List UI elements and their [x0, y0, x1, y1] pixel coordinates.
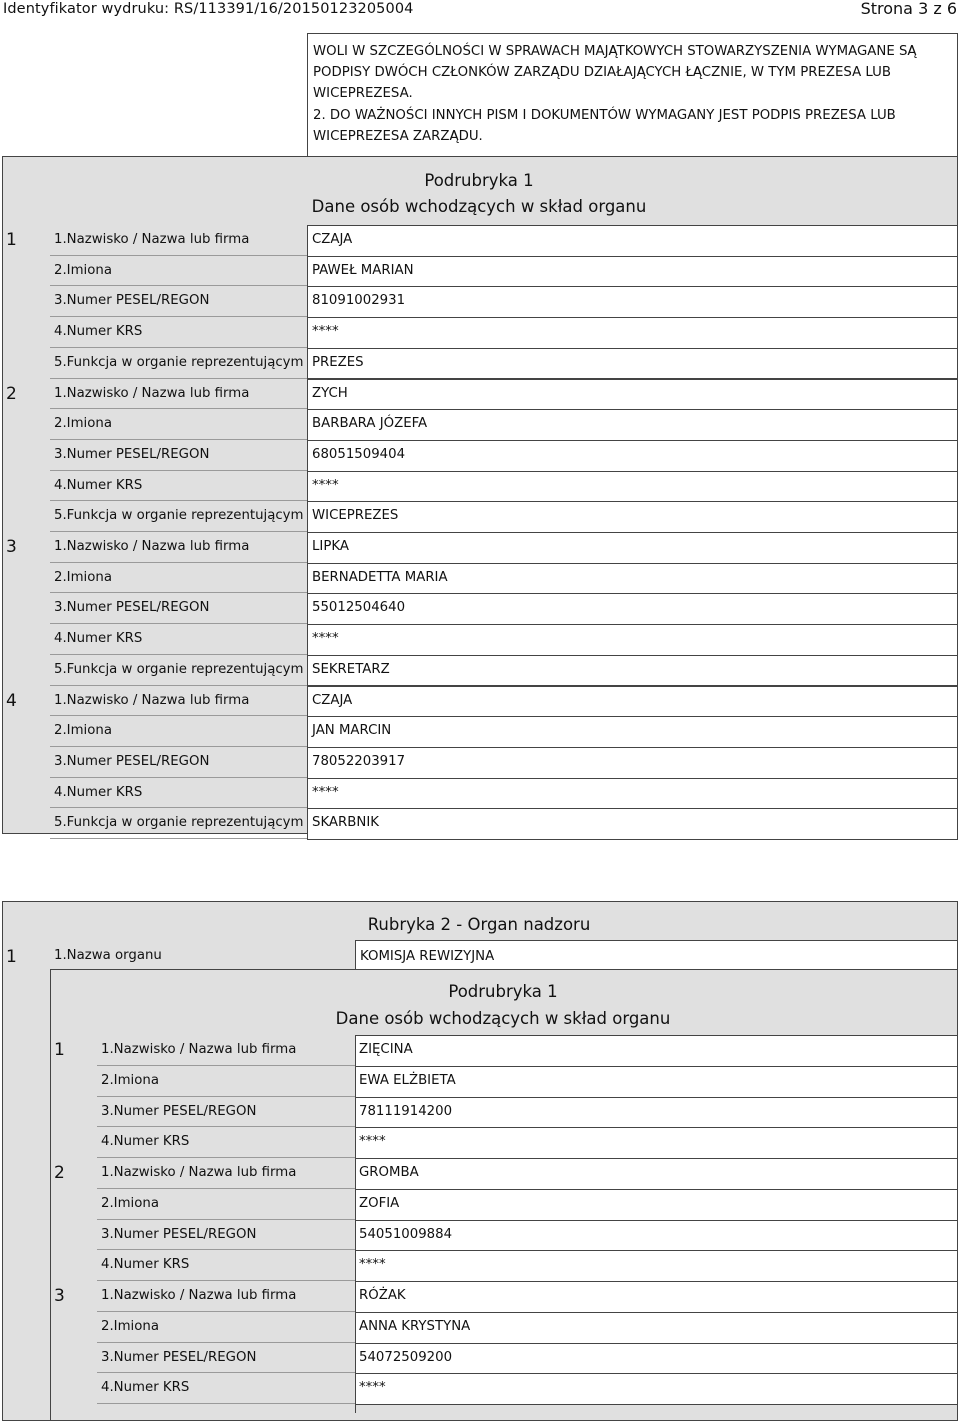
- row-separator: [50, 316, 307, 317]
- member-number: 3: [6, 537, 17, 557]
- field-value-names: JAN MARCIN: [312, 723, 392, 739]
- field-value-surname: ZIĘCINA: [359, 1042, 413, 1057]
- row-separator: [50, 592, 307, 593]
- field-value-cell-krs: [355, 1127, 958, 1159]
- field-value-pesel: 81091002931: [312, 293, 406, 309]
- field-value-cell-krs: [355, 1250, 958, 1282]
- row-separator: [97, 1065, 355, 1066]
- organ-name: KOMISJA REWIZYJNA: [360, 949, 495, 964]
- field-label-surname: 1.Nazwisko / Nazwa lub firma: [54, 692, 250, 708]
- field-label-names: 2.Imiona: [54, 569, 112, 585]
- organ-number: 1: [6, 947, 17, 967]
- field-label-surname: 1.Nazwisko / Nazwa lub firma: [101, 1042, 297, 1057]
- note-line: WOLI W SZCZEGÓLNOŚCI W SPRAWACH MAJĄTKOWYCH STOWARZYSZENIA WYMAGANE SĄ: [313, 44, 917, 59]
- field-label-names: 2.Imiona: [101, 1318, 159, 1334]
- row-separator: [50, 470, 307, 471]
- row-separator: [97, 1157, 355, 1158]
- field-value-cell-surname: [307, 225, 958, 257]
- field-label-krs: 4.Numer KRS: [101, 1257, 190, 1273]
- supervision-title: Rubryka 2 - Organ nadzoru: [367, 915, 591, 934]
- field-label-krs: 4.Numer KRS: [54, 631, 143, 647]
- row-separator: [50, 623, 307, 624]
- field-label-krs: 4.Numer KRS: [101, 1380, 190, 1396]
- field-value-krs: ****: [359, 1380, 386, 1396]
- page-number: Strona 3 z 6: [860, 0, 957, 18]
- field-value-krs: ****: [359, 1134, 386, 1150]
- field-label-pesel: 3.Numer PESEL/REGON: [54, 293, 210, 309]
- field-value-pesel: 55012504640: [312, 600, 406, 616]
- row-separator: [50, 654, 307, 655]
- field-value-names: EWA ELŻBIETA: [359, 1072, 456, 1088]
- row-separator: [50, 562, 307, 563]
- field-label-names: 2.Imiona: [54, 723, 112, 739]
- field-label-names: 2.Imiona: [54, 262, 112, 278]
- field-label-pesel: 3.Numer PESEL/REGON: [101, 1226, 257, 1242]
- field-value-cell-krs: [307, 471, 958, 503]
- field-value-function: SEKRETARZ: [312, 661, 390, 677]
- field-value-krs: ****: [359, 1257, 386, 1273]
- field-value-cell-function: [307, 808, 958, 840]
- field-value-names: BERNADETTA MARIA: [312, 569, 448, 585]
- row-separator: [50, 408, 307, 409]
- field-label-krs: 4.Numer KRS: [101, 1134, 190, 1150]
- field-label-surname: 1.Nazwisko / Nazwa lub firma: [101, 1288, 297, 1303]
- field-label-pesel: 3.Numer PESEL/REGON: [54, 446, 210, 462]
- row-separator: [97, 1249, 355, 1250]
- print-identifier: Identyfikator wydruku: RS/113391/16/20150123205004: [3, 1, 414, 17]
- field-value-krs: ****: [312, 324, 339, 340]
- field-label-krs: 4.Numer KRS: [54, 477, 143, 493]
- organ-name-value: [355, 940, 958, 970]
- field-label-surname: 1.Nazwisko / Nazwa lub firma: [54, 539, 250, 554]
- row-separator: [97, 1403, 355, 1404]
- field-value-cell-function: [307, 348, 958, 380]
- field-label-names: 2.Imiona: [54, 416, 112, 432]
- field-label-surname: 1.Nazwisko / Nazwa lub firma: [101, 1165, 297, 1180]
- field-value-cell-surname: [307, 379, 958, 411]
- field-value-names: ZOFIA: [359, 1195, 400, 1211]
- field-label-krs: 4.Numer KRS: [54, 784, 143, 800]
- row-separator: [50, 838, 307, 839]
- field-value-cell-surname: [307, 532, 958, 564]
- row-separator: [97, 1126, 355, 1127]
- field-label-names: 2.Imiona: [101, 1072, 159, 1088]
- supervision-subheading-sub: Dane osób wchodzących w skład organu: [335, 1009, 671, 1028]
- note-line: WICEPREZESA.: [313, 86, 413, 101]
- field-value-pesel: 54072509200: [359, 1349, 453, 1365]
- row-separator: [50, 439, 307, 440]
- member-number: 3: [54, 1286, 65, 1306]
- member-number: 1: [6, 230, 17, 250]
- field-value-names: BARBARA JÓZEFA: [312, 416, 428, 432]
- field-value-cell-function: [307, 655, 958, 687]
- note-line: WICEPREZESA ZARZĄDU.: [313, 129, 483, 144]
- field-value-function: SKARBNIK: [312, 815, 379, 831]
- field-label-pesel: 3.Numer PESEL/REGON: [101, 1349, 257, 1365]
- row-separator: [50, 807, 307, 808]
- field-value-names: PAWEŁ MARIAN: [312, 262, 414, 278]
- field-label-function: 5.Funkcja w organie reprezentującym: [54, 661, 304, 677]
- field-label-function: 5.Funkcja w organie reprezentującym: [54, 815, 304, 831]
- field-value-cell-function: [307, 501, 958, 533]
- row-separator: [97, 1219, 355, 1220]
- member-number: 2: [6, 383, 17, 404]
- field-value-cell-surname: [355, 1158, 958, 1190]
- field-label-krs: 4.Numer KRS: [54, 324, 143, 340]
- field-label-names: 2.Imiona: [101, 1195, 159, 1211]
- field-value-krs: ****: [312, 784, 339, 800]
- member-number: 4: [6, 690, 17, 711]
- row-separator: [50, 500, 307, 501]
- field-value-surname: GROMBA: [359, 1165, 419, 1180]
- field-label-pesel: 3.Numer PESEL/REGON: [101, 1103, 257, 1119]
- field-value-pesel: 78111914200: [359, 1103, 453, 1119]
- field-label-function: 5.Funkcja w organie reprezentującym: [54, 508, 304, 524]
- note-line: 2. DO WAŻNOŚCI INNYCH PISM I DOKUMENTÓW WYMAGANY JEST PODPIS PREZESA LUB: [313, 108, 896, 123]
- row-separator: [50, 378, 307, 379]
- field-value-surname: CZAJA: [312, 692, 353, 708]
- board-subheading-sub: Dane osób wchodzących w skład organu: [311, 197, 647, 216]
- field-value-krs: ****: [312, 631, 339, 647]
- row-separator: [97, 1311, 355, 1312]
- field-label-pesel: 3.Numer PESEL/REGON: [54, 753, 210, 769]
- field-value-cell-krs: [307, 624, 958, 656]
- field-value-surname: CZAJA: [312, 232, 353, 247]
- field-value-cell-krs: [307, 778, 958, 810]
- field-value-cell-surname: [307, 686, 958, 718]
- row-separator: [50, 531, 307, 532]
- row-separator: [97, 1342, 355, 1343]
- field-value-cell-names: [355, 1189, 958, 1221]
- row-separator: [50, 285, 307, 286]
- field-label-function: 5.Funkcja w organie reprezentującym: [54, 354, 304, 370]
- row-separator: [97, 1280, 355, 1281]
- field-value-surname: ZYCH: [312, 385, 348, 401]
- row-separator: [50, 685, 307, 686]
- field-value-cell-names: [307, 716, 958, 748]
- note-line: PODPISY DWÓCH CZŁONKÓW ZARZĄDU DZIAŁAJĄCYCH ŁĄCZNIE, W TYM PREZESA LUB: [313, 65, 891, 80]
- field-label-surname: 1.Nazwisko / Nazwa lub firma: [54, 385, 250, 401]
- field-value-names: ANNA KRYSTYNA: [359, 1318, 471, 1334]
- field-value-pesel: 78052203917: [312, 753, 406, 769]
- row-separator: [50, 746, 307, 747]
- row-separator: [50, 777, 307, 778]
- row-separator: [97, 1096, 355, 1097]
- field-label-pesel: 3.Numer PESEL/REGON: [54, 600, 210, 616]
- organ-name-label: 1.Nazwa organu: [54, 948, 162, 963]
- field-value-pesel: 68051509404: [312, 446, 406, 462]
- row-separator: [50, 255, 307, 256]
- supervision-subheading: Podrubryka 1: [448, 982, 558, 1001]
- field-label-surname: 1.Nazwisko / Nazwa lub firma: [54, 232, 250, 247]
- board-subheading: Podrubryka 1: [424, 171, 534, 190]
- member-number: 2: [54, 1163, 65, 1183]
- field-value-krs: ****: [312, 477, 339, 493]
- row-separator: [97, 1188, 355, 1189]
- member-number: 1: [54, 1040, 65, 1060]
- representation-note: [307, 33, 958, 157]
- print-header: [0, 0, 960, 18]
- field-value-cell-surname: [355, 1035, 958, 1067]
- field-value-surname: LIPKA: [312, 539, 349, 554]
- field-value-function: PREZES: [312, 354, 364, 370]
- row-separator: [97, 1372, 355, 1373]
- field-value-pesel: 54051009884: [359, 1226, 453, 1242]
- field-value-function: WICEPREZES: [312, 508, 399, 524]
- field-value-surname: RÓŻAK: [359, 1288, 406, 1303]
- field-value-cell-surname: [355, 1281, 958, 1313]
- field-value-cell-krs: [307, 317, 958, 349]
- row-separator: [50, 347, 307, 348]
- field-value-cell-krs: [355, 1373, 958, 1405]
- row-separator: [50, 715, 307, 716]
